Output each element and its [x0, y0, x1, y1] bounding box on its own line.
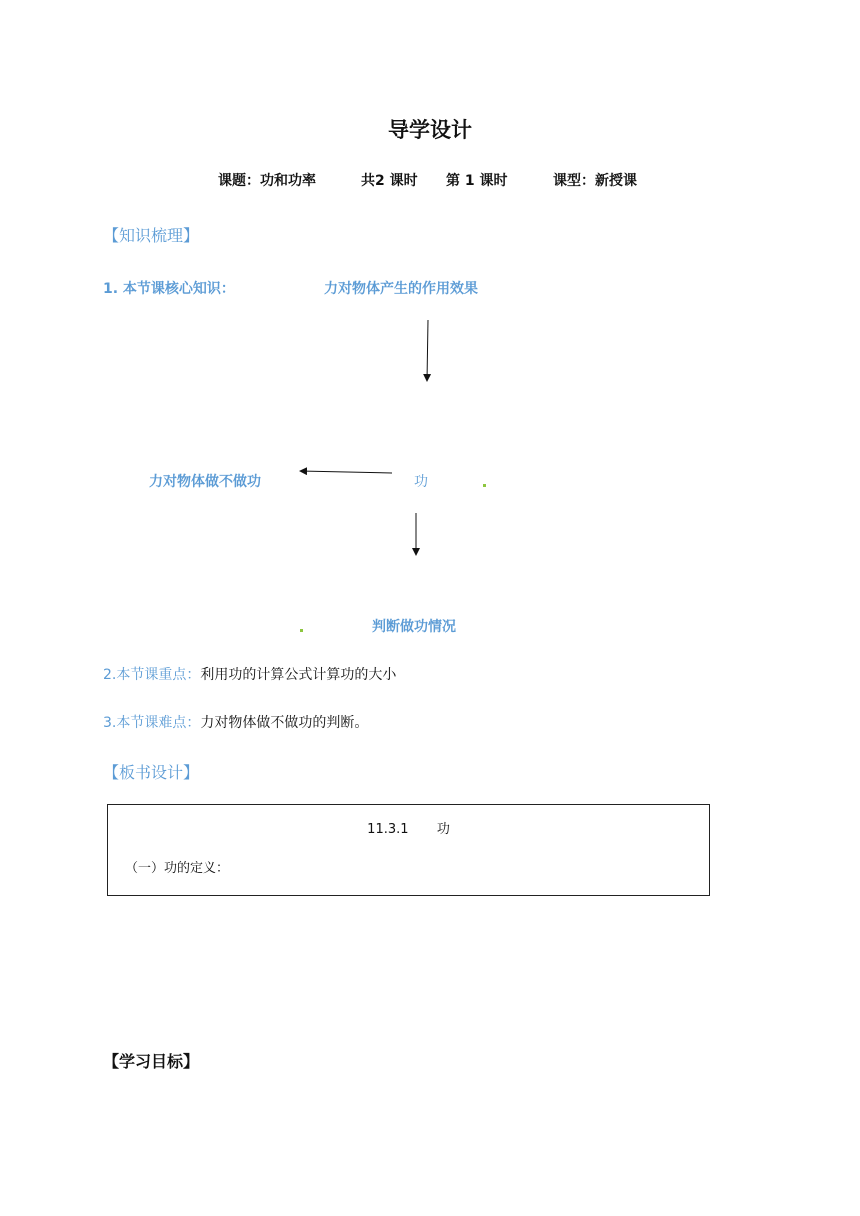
key-point-label: 2.本节课重点： — [103, 667, 201, 683]
lesson-type: 课型：新授课 — [553, 173, 637, 189]
key-point — [103, 664, 396, 684]
board-design-box — [107, 804, 710, 896]
difficult-point — [103, 712, 368, 732]
knowledge-heading: 【知识梳理】 — [103, 226, 200, 245]
green-dot-marker — [483, 484, 486, 487]
board-heading: 【板书设计】 — [103, 763, 200, 782]
difficult-point-label: 3.本节课难点： — [103, 715, 201, 731]
node-judge-work: 判断做功情况 — [372, 619, 456, 635]
key-point-text: 利用功的计算公式计算功的大小 — [200, 667, 397, 683]
node-force-work-or-not: 力对物体做不做功 — [149, 474, 261, 490]
lesson-number: 第 1 课时 — [446, 173, 508, 189]
arrow-center-to-left — [300, 471, 392, 473]
node-force-effect: 力对物体产生的作用效果 — [324, 281, 478, 297]
difficult-point-text: 力对物体做不做功的判断。 — [200, 715, 369, 731]
goals-heading: 【学习目标】 — [103, 1052, 200, 1071]
lesson-topic: 课题：功和功率 — [218, 173, 316, 189]
core-knowledge-label: 1. 本节课核心知识： — [103, 281, 235, 297]
board-section-heading — [108, 818, 709, 837]
lesson-total-num: 2 — [375, 173, 385, 189]
board-section-number: 11.3.1 — [367, 822, 409, 837]
page-title: 导学设计 — [388, 118, 472, 142]
board-section-title: 功 — [436, 822, 450, 837]
node-work: 功 — [414, 474, 428, 490]
lesson-total-suffix: 课时 — [389, 173, 418, 189]
board-definition: （一）功的定义： — [125, 861, 230, 876]
arrow-top-to-center — [427, 320, 428, 381]
green-dot-marker — [300, 629, 303, 632]
lesson-total-prefix: 共 — [361, 173, 375, 189]
